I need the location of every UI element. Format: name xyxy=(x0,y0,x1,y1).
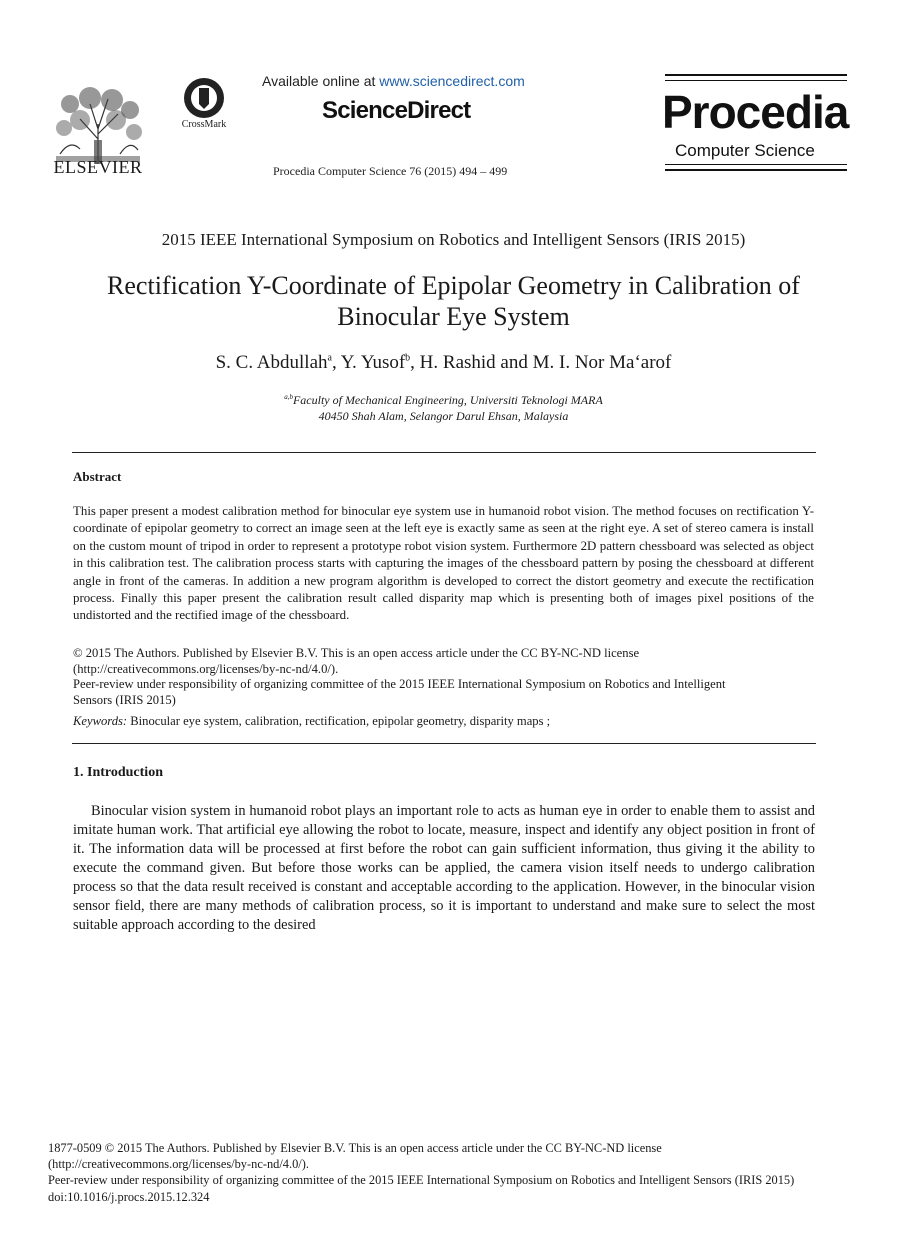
footer-issn-line: 1877-0509 © 2015 The Authors. Published by Elsevier B.V. This is an open access article under the CC BY-NC-ND license xyxy=(48,1141,662,1155)
paper-title xyxy=(60,270,847,332)
author-1: S. C. Abdullah xyxy=(215,352,328,373)
title-line-1: Rectification Y-Coordinate of Epipolar Geometry in Calibration of xyxy=(107,271,800,300)
title-line-2: Binocular Eye System xyxy=(337,302,570,331)
affil-sup: a,b xyxy=(284,393,293,401)
conference-name: 2015 IEEE International Symposium on Robotics and Intelligent Sensors (IRIS 2015) xyxy=(161,230,746,249)
crossmark-label: CrossMark xyxy=(181,119,227,130)
footer-peer-review: Peer-review under responsibility of organizing committee of the 2015 IEEE International Symposium on Robotics and Intelligent Sensors (IRIS 2015) xyxy=(48,1173,795,1188)
publisher-name: ELSEVIER xyxy=(53,157,143,177)
copyright-line-1: © 2015 The Authors. Published by Elsevier B.V. This is an open access article under the CC BY-NC-ND license xyxy=(73,646,640,660)
footer-license-link[interactable]: (http://creativecommons.org/licenses/by-nc-nd/4.0/). xyxy=(48,1157,309,1172)
author-2-sup: b xyxy=(405,352,411,364)
affil-line-1: Faculty of Mechanical Engineering, Universiti Teknologi MARA xyxy=(292,393,603,407)
brand-rule-bottom-thin xyxy=(665,164,847,165)
brand-rule-top xyxy=(665,74,847,76)
footer-doi[interactable]: doi:10.1016/j.procs.2015.12.324 xyxy=(48,1189,210,1204)
abstract-rule-top xyxy=(72,452,816,453)
affiliation xyxy=(0,389,887,424)
abstract-heading: Abstract xyxy=(73,469,122,484)
available-online xyxy=(262,73,525,89)
introduction-body: Binocular vision system in humanoid robot plays an important role to acts as human eye in order to enable them to assist and imitate human work. That artificial eye allowing the robot to locate, measure, inspect and identify any object position in front of it. The information data will be processed at first before the robot can gain sufficient information, thus giving it the ability to execute the command given. But before those works can be applied, the camera vision itself needs to undergo calibration process so that the data result received is constant and acceptable according to the application. However, in the binocular vision sensor field, there are many methods of calibration process, so it is important to understand and make sure to select the most suitable approach according to the desired xyxy=(73,803,815,933)
author-2: , Y. Yusof xyxy=(331,352,406,373)
abstract-rule-bottom xyxy=(72,743,816,744)
available-prefix: Available online at xyxy=(262,73,380,89)
author-1-sup: a xyxy=(327,352,332,364)
peer-review-notice xyxy=(73,676,817,708)
keywords-label: Keywords: xyxy=(73,714,128,728)
journal-citation: Procedia Computer Science 76 (2015) 494 – 499 xyxy=(273,164,508,178)
affil-line-2: 40450 Shah Alam, Selangor Darul Ehsan, Malaysia xyxy=(318,409,569,423)
license-link[interactable]: (http://creativecommons.org/licenses/by-nc-nd/4.0/). xyxy=(73,662,339,676)
author-rest: , H. Rashid and M. I. Nor Ma‘arof xyxy=(410,352,672,373)
keywords xyxy=(73,713,817,729)
brand-rule-bottom xyxy=(665,169,847,171)
sciencedirect-logo: ScienceDirect xyxy=(322,97,471,124)
abstract-body: This paper present a modest calibration method for binocular eye system use in humanoid robot vision. The method focuses on rectification Y-coordinate of epipolar geometry to correct an image seen at the left eye is exactly same as seen at the right eye. A set of stereo camera is install on the custom mount of tripod in order to represent a prototype robot vision system. Furthermore 2D pattern chessboard was selected as object in this calibration test. The calibration process starts with capturing the images of the chessboard pattern by posing the chessboard at different angle in front of the cameras. In addition a new program algorithm is developed to correct the distort geometry and execute the rectification process. Finally this paper present the calibration result called disparity map which is presenting both of images pixel positions of the undistorted and the rectified image of the chessboard. xyxy=(73,504,814,623)
author-list xyxy=(0,352,887,374)
footer xyxy=(48,1140,848,1205)
peer-line-2: Sensors (IRIS 2015) xyxy=(73,693,176,707)
procedia-logo: Procedia xyxy=(662,86,849,138)
procedia-subtitle: Computer Science xyxy=(675,141,815,160)
peer-line-1: Peer-review under responsibility of organizing committee of the 2015 IEEE International Symposium on Robotics and Intelligent xyxy=(73,677,726,691)
section-heading-introduction: 1. Introduction xyxy=(73,765,163,780)
brand-rule-top-thin xyxy=(665,80,847,81)
copyright-notice xyxy=(73,645,817,677)
keywords-list: Binocular eye system, calibration, rectification, epipolar geometry, disparity maps ; xyxy=(127,714,551,728)
sciencedirect-link[interactable]: www.sciencedirect.com xyxy=(379,73,525,89)
